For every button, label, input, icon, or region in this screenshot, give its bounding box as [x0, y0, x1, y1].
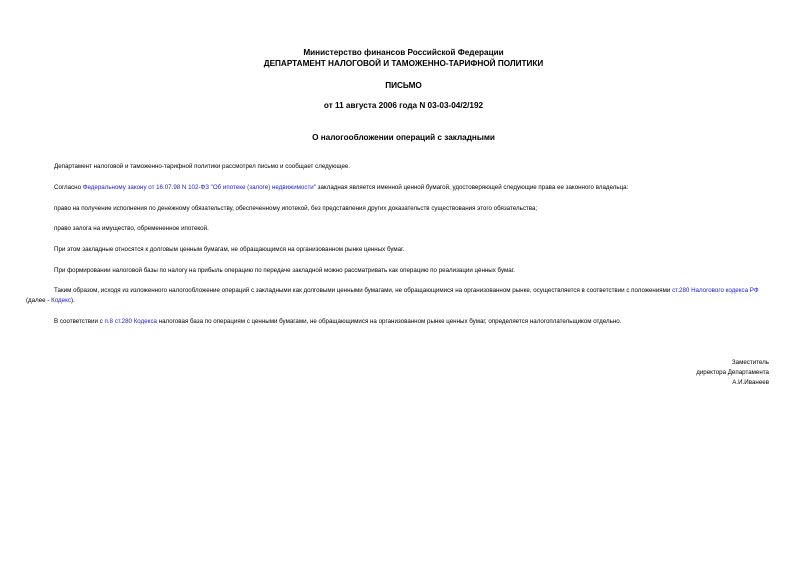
link-article-280-tax-code[interactable]: ст.280 Налогового кодекса РФ — [672, 287, 759, 294]
paragraph-text: В соответствии с — [54, 318, 105, 325]
signature-block — [696, 358, 769, 388]
signature-name: А.И.Иванеев — [732, 379, 769, 386]
paragraph-text: Таким образом, исходя из изложенного налогообложение операций с закладными как долговыми ценными бумагами, не обращающимися на организованном рынке, осуществляется в соответствии с положениями — [54, 287, 673, 294]
paragraph-text: закладная является именной ценной бумагой, удостоверяющей следующие права ее законного владельца: — [315, 184, 629, 191]
document-type: ПИСЬМО — [385, 81, 422, 90]
link-code[interactable]: Кодекс — [51, 297, 71, 304]
paragraph-intro: Департамент налоговой и таможенно-тарифной политики рассмотрел письмо и сообщает следующее. — [54, 163, 351, 170]
paragraph-debt-securities: При этом закладные относятся к долговым ценным бумагам, не обращающимся на организованном рынке ценных бумаг. — [54, 246, 405, 253]
paragraph-tax-base: При формировании налоговой базы по налогу на прибыль операцию по передаче закладной можно рассматривать как операцию по реализации ценных бумаг. — [54, 267, 515, 274]
link-federal-law-102[interactable]: Федеральному закону от 16.07.98 N 102-ФЗ "Об ипотеке (залоге) недвижимости" — [82, 184, 316, 191]
paragraph-text: ). — [70, 297, 75, 304]
department-title: ДЕПАРТАМЕНТ НАЛОГОВОЙ И ТАМОЖЕННО-ТАРИФНОЙ ПОЛИТИКИ — [263, 59, 544, 68]
paragraph-text: налоговая база по операциям с ценными бумагами, не обращающимися на организованном рынке ценных бумаг, определяется налогоплательщиком отдельно. — [156, 318, 622, 325]
paragraph-right-pledge: право залога на имущество, обремененное ипотекой. — [54, 225, 209, 232]
document-subject: О налогообложении операций с закладными — [312, 133, 495, 142]
paragraph-right-execution: право на получение исполнения по денежному обязательству, обеспеченному ипотекой, без представления других доказательств существования этого обязательства; — [54, 205, 538, 212]
paragraph-text: (далее - — [26, 297, 52, 304]
paragraph-conclusion — [26, 286, 770, 306]
paragraph-separate-tax-base — [26, 317, 770, 327]
signature-department: директора Департамента — [696, 369, 769, 376]
paragraph-mortgage-law — [26, 183, 770, 193]
ministry-title: Министерство финансов Российской Федерации — [303, 48, 504, 57]
document-date-number: от 11 августа 2006 года N 03-03-04/2/192 — [323, 101, 484, 110]
signature-position: Заместитель — [731, 359, 769, 366]
paragraph-text: Согласно — [54, 184, 83, 191]
link-clause-8-article-280[interactable]: п.8 ст.280 Кодекса — [104, 318, 157, 325]
